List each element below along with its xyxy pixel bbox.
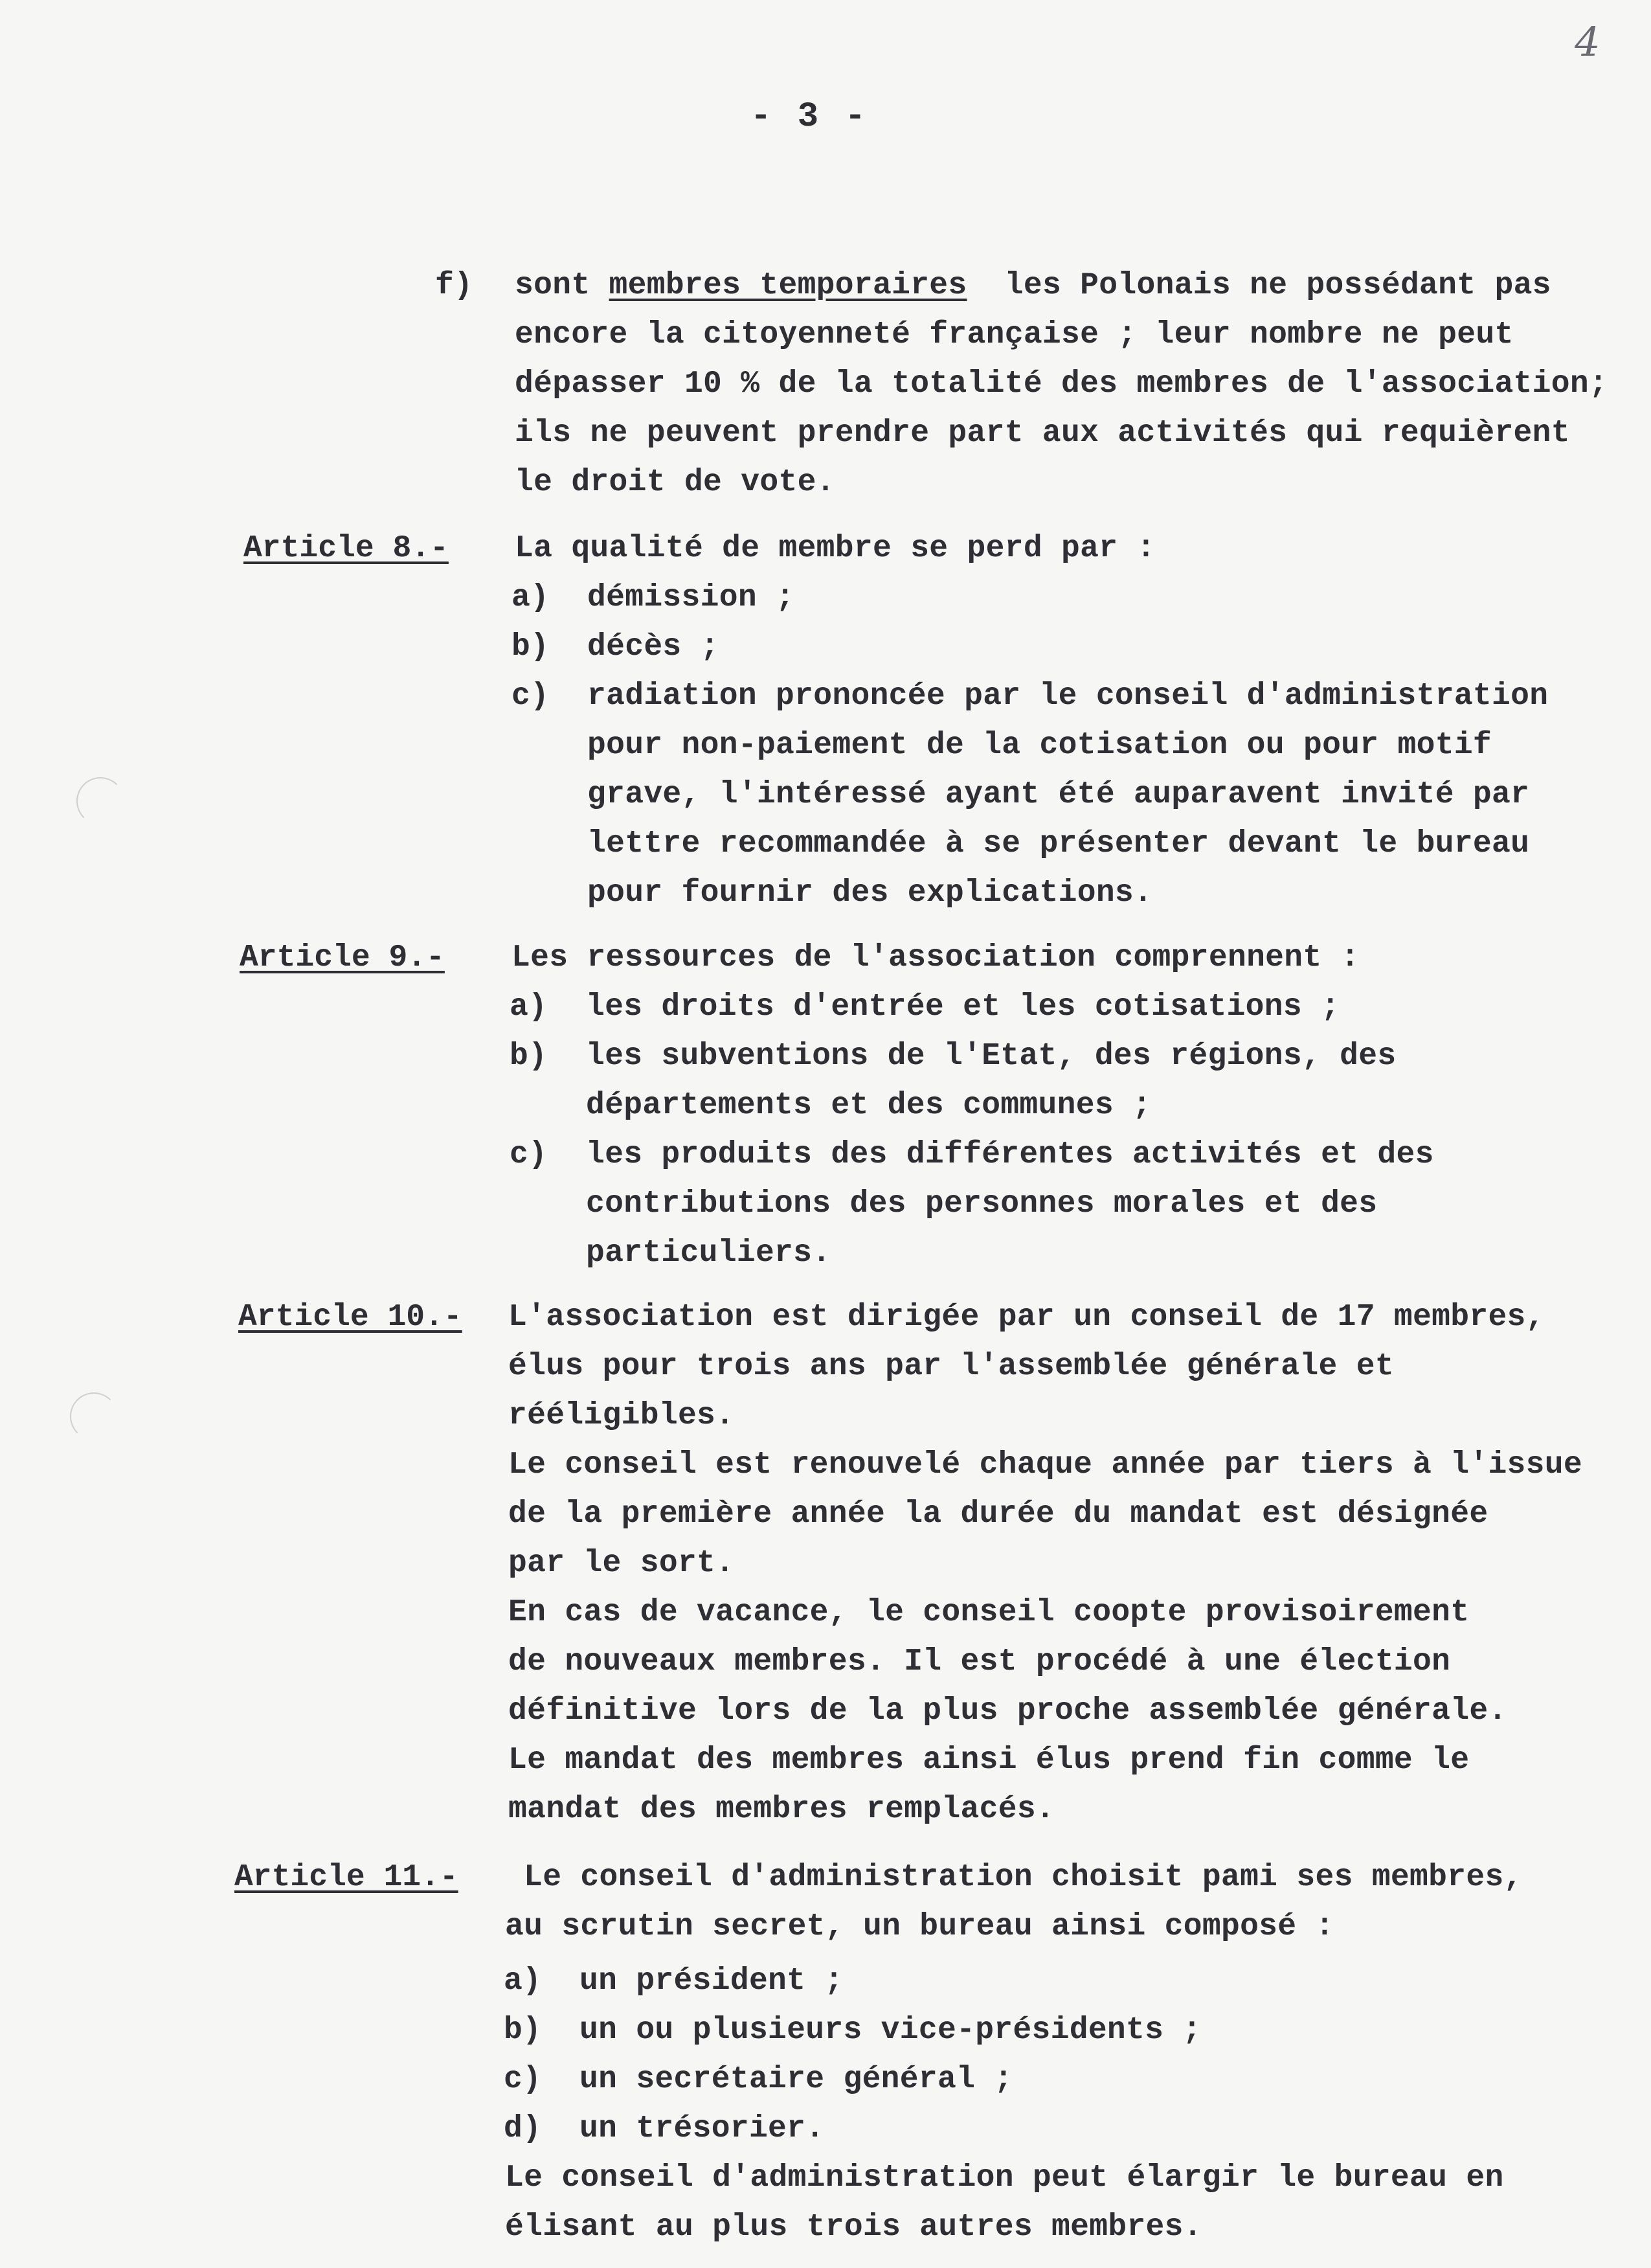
punch-hole-mark	[70, 1392, 118, 1440]
item-f-line: le droit de vote.	[515, 465, 835, 500]
article-9-heading: Article 9.-	[240, 940, 445, 975]
article-11-intro: Le conseil d'administration choisit pami ses membres,	[505, 1860, 1523, 1895]
page-number: - 3 -	[750, 97, 869, 137]
article-8-item-text: décès ;	[587, 629, 719, 664]
item-f-lead: sont	[515, 268, 609, 303]
article-11-closing: Le conseil d'administration peut élargir le bureau en	[505, 2160, 1504, 2195]
article-9-intro: Les ressources de l'association comprennent :	[511, 940, 1360, 975]
item-f-line: dépasser 10 % de la totalité des membres de l'association;	[515, 367, 1608, 402]
article-9-item-marker: b)	[510, 1039, 548, 1074]
article-8-item-text: grave, l'intéressé ayant été auparavent invité par	[587, 777, 1530, 812]
article-9-item-text: particuliers.	[586, 1236, 831, 1271]
article-11-item-text: un président ;	[579, 1964, 844, 1999]
item-f-rest: les Polonais ne possédant pas	[967, 268, 1551, 303]
article-10-line: L'association est dirigée par un conseil de 17 membres,	[508, 1300, 1545, 1335]
article-9-item-text: contributions des personnes morales et des	[586, 1186, 1378, 1221]
article-10-line: En cas de vacance, le conseil coopte provisoirement	[508, 1595, 1470, 1630]
article-8-item-text: pour non-paiement de la cotisation ou pour motif	[587, 728, 1492, 763]
article-11-item-text: un secrétaire général ;	[579, 2062, 1013, 2097]
item-f-first-line	[515, 267, 1551, 304]
article-8-intro: La qualité de membre se perd par :	[515, 531, 1156, 566]
article-8-heading: Article 8.-	[243, 531, 449, 566]
article-8-item-marker: a)	[511, 580, 550, 615]
article-10-line: Le conseil est renouvelé chaque année par tiers à l'issue	[508, 1447, 1582, 1482]
handwritten-page-number: 4	[1575, 18, 1600, 65]
article-8-item-text: démission ;	[587, 580, 795, 615]
item-f-marker: f)	[435, 268, 473, 303]
article-9-item-text: les subventions de l'Etat, des régions, des	[586, 1039, 1397, 1074]
article-11-item-text: un ou plusieurs vice-présidents ;	[579, 2013, 1202, 2048]
article-10-line: définitive lors de la plus proche assemblée générale.	[508, 1694, 1507, 1729]
article-9-item-marker: a)	[510, 990, 548, 1025]
article-9-item-text: les produits des différentes activités et des	[586, 1137, 1434, 1172]
article-11-closing: élisant au plus trois autres membres.	[505, 2210, 1202, 2245]
article-10-line: par le sort.	[508, 1546, 735, 1581]
article-9-item-marker: c)	[510, 1137, 548, 1172]
article-10-line: Le mandat des membres ainsi élus prend fin comme le	[508, 1743, 1470, 1778]
article-8-item-marker: c)	[511, 679, 550, 714]
article-8-item-text: radiation prononcée par le conseil d'administration	[587, 679, 1549, 714]
article-11-heading: Article 11.-	[234, 1860, 458, 1895]
article-11-item-marker: d)	[504, 2111, 542, 2146]
article-10-line: rééligibles.	[508, 1398, 735, 1433]
article-8-item-marker: b)	[511, 629, 550, 664]
article-11-item-marker: c)	[504, 2062, 542, 2097]
article-11-intro: au scrutin secret, un bureau ainsi composé :	[505, 1909, 1334, 1944]
article-11-item-marker: a)	[504, 1964, 542, 1999]
article-9-item-text: les droits d'entrée et les cotisations ;	[586, 990, 1340, 1025]
article-10-line: mandat des membres remplacés.	[508, 1792, 1055, 1827]
article-10-line: de nouveaux membres. Il est procédé à une élection	[508, 1644, 1451, 1679]
article-11-item-marker: b)	[504, 2013, 542, 2048]
item-f-line: ils ne peuvent prendre part aux activités qui requièrent	[515, 416, 1570, 451]
article-8-item-text: lettre recommandée à se présenter devant le bureau	[587, 826, 1530, 861]
punch-hole-mark	[76, 777, 124, 825]
article-11-item-text: un trésorier.	[579, 2111, 825, 2146]
article-10-heading: Article 10.-	[238, 1300, 462, 1335]
article-10-line: de la première année la durée du mandat est désignée	[508, 1497, 1488, 1532]
article-8-item-text: pour fournir des explications.	[587, 876, 1153, 911]
item-f-line: encore la citoyenneté française ; leur nombre ne peut	[515, 317, 1514, 352]
article-10-line: élus pour trois ans par l'assemblée générale et	[508, 1349, 1394, 1384]
article-9-item-text: départements et des communes ;	[586, 1088, 1152, 1123]
item-f-emphasis: membres temporaires	[609, 268, 967, 303]
